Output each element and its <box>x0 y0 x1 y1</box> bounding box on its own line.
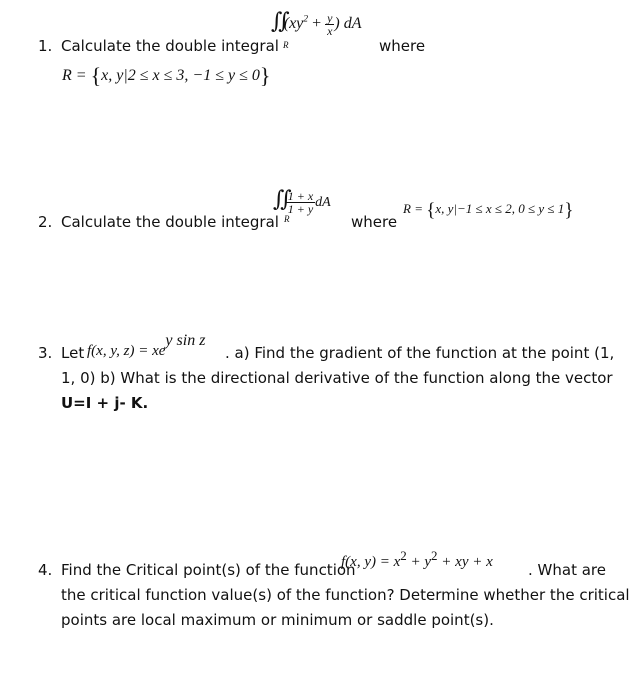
q1-text: Calculate the double integral <box>61 37 279 55</box>
q1-region-label: R <box>283 40 289 50</box>
q4-line3: points are local maximum or minimum or saddle point(s). <box>61 611 494 629</box>
q1-where: where <box>379 37 426 55</box>
q1-integral-expression <box>271 8 362 37</box>
q2-text: Calculate the double integral <box>61 213 279 231</box>
q4-function <box>341 548 493 571</box>
q4-exp1: 2 <box>400 548 407 563</box>
q3-func: f(x, y, z) = xe <box>87 343 166 359</box>
q2-region-set: x, y|−1 ≤ x ≤ 2, 0 ≤ y ≤ 1 <box>435 201 565 216</box>
q4-text: Find the Critical point(s) of the function <box>61 561 356 579</box>
q2-right-brace: } <box>564 200 574 221</box>
q2-dA: dA <box>315 195 331 210</box>
q1-frac-num: y <box>327 10 333 25</box>
q2-region <box>403 200 573 222</box>
q4-line2: the critical function value(s) of the function? Determine whether the critical <box>61 586 630 604</box>
q1-region <box>62 63 270 89</box>
q4-func-end: + xy + x <box>437 554 493 570</box>
q2-integral-sign: ∬ <box>273 186 286 211</box>
q1-integrand-open: (xy <box>283 15 304 32</box>
q1-integral-sign: ∬ <box>271 8 284 33</box>
q3-line3: U=I + j- K. <box>61 394 149 412</box>
q2-region-label: R <box>284 214 290 224</box>
q1-region-lhs: R = <box>62 67 87 84</box>
q4-line1-rest: . What are <box>528 561 606 579</box>
q1-integrand-plus: + <box>308 15 326 32</box>
q4-number: 4. <box>38 561 53 579</box>
q4-exp2: 2 <box>431 548 438 563</box>
q2-fraction <box>286 190 315 215</box>
q3-line1-rest: . a) Find the gradient of the function at the point (1, <box>225 344 615 362</box>
q2-where: where <box>351 213 398 231</box>
q2-integral-expression <box>273 186 331 215</box>
q1-left-brace: { <box>90 63 102 88</box>
q3-func-exp: y sin z <box>165 332 206 349</box>
q2-number: 2. <box>38 213 53 231</box>
q2-frac-num: 1 + x <box>287 189 314 204</box>
q2-region-lhs: R = <box>403 201 423 216</box>
q1-integrand-close: ) dA <box>334 15 362 32</box>
q4-func: f(x, y) = x <box>341 554 401 570</box>
q2-left-brace: { <box>426 200 436 221</box>
q3-line2: 1, 0) b) What is the directional derivative of the function along the vector <box>61 369 613 387</box>
q1-region-set: x, y|2 ≤ x ≤ 3, −1 ≤ y ≤ 0 <box>101 67 260 84</box>
q1-right-brace: } <box>259 63 271 88</box>
q4-func-mid: + y <box>406 554 432 570</box>
q1-frac-den: x <box>327 23 333 38</box>
q3-let: Let <box>61 344 85 362</box>
q1-number: 1. <box>38 37 53 55</box>
q3-function <box>87 332 205 360</box>
q2-frac-den: 1 + y <box>287 202 314 217</box>
q3-number: 3. <box>38 344 53 362</box>
q1-integrand-exp: 2 <box>303 13 309 25</box>
